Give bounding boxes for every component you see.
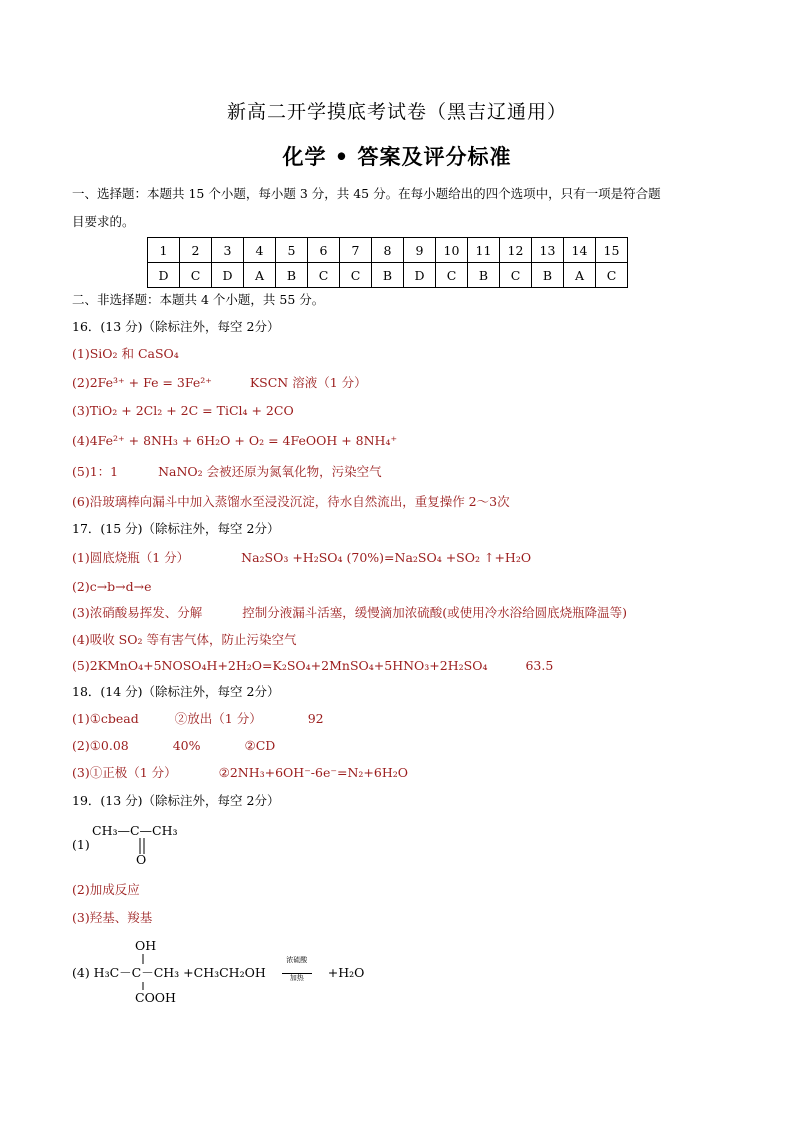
q18-answer-2c: ②CD — [244, 738, 276, 753]
answer-table-number-cell: 13 — [532, 238, 564, 263]
q18-answer-3 — [72, 764, 408, 782]
answer-table-answer-cell: B — [468, 263, 500, 288]
answer-table-answer-cell: C — [500, 263, 532, 288]
answer-table-answer-cell: C — [340, 263, 372, 288]
q18-answer-1b: ②放出（1 分） — [174, 711, 262, 726]
q19-answer-4-cooh: COOH — [135, 990, 176, 1005]
q18-answer-3a: (3)①正极（1 分） — [72, 765, 177, 780]
q18-header: 18．(14 分)（除标注外，每空 2分） — [72, 684, 280, 699]
q19-answer-4-catalyst: 浓硫酸 — [286, 956, 308, 964]
q17-answer-1-equation: Na₂SO₃ +H₂SO₄ (70%)=Na₂SO₄ +SO₂ ↑+H₂O — [241, 550, 532, 565]
q17-answer-4: (4)吸收 SO₂ 等有害气体，防止污染空气 — [72, 632, 297, 647]
answer-table-answer-cell: C — [436, 263, 468, 288]
q16-answer-5 — [72, 463, 382, 481]
answer-table-answer-cell: B — [276, 263, 308, 288]
q19-answer-1-structure-top: CH₃—C—CH₃ — [92, 823, 178, 838]
q17-answer-3 — [72, 604, 627, 622]
q16-answer-5-ratio: (5)1：1 — [72, 464, 119, 479]
answer-table-number-cell: 11 — [468, 238, 500, 263]
section2-intro: 二、非选择题：本题共 4 个小题，共 55 分。 — [72, 292, 325, 307]
answer-table-number-cell: 9 — [404, 238, 436, 263]
q19-answer-1-structure-oxygen: O — [136, 852, 147, 867]
answer-table-number-cell: 7 — [340, 238, 372, 263]
answer-table-number-row — [148, 238, 628, 263]
q18-answer-1a: (1)①cbead — [72, 711, 139, 726]
q16-answer-2-equation: (2)2Fe³⁺ + Fe = 3Fe²⁺ — [72, 375, 212, 390]
q18-answer-2a: (2)①0.08 — [72, 738, 129, 753]
q19-answer-4-bond-down — [141, 982, 145, 990]
q17-answer-1 — [72, 549, 531, 567]
q19-answer-4-condition — [280, 956, 314, 982]
q17-answer-5 — [72, 657, 553, 675]
answer-table-answer-row — [148, 263, 628, 288]
answer-table-number-cell: 6 — [308, 238, 340, 263]
answer-table-number-cell: 8 — [372, 238, 404, 263]
q18-answer-2 — [72, 737, 275, 755]
answer-table-answer-cell: D — [212, 263, 244, 288]
q19-answer-1-label: (1) — [72, 837, 90, 852]
q19-header: 19．(13 分)（除标注外，每空 2分） — [72, 793, 280, 808]
answer-table-answer-cell: A — [564, 263, 596, 288]
q17-answer-1-apparatus: (1)圆底烧瓶（1 分） — [72, 550, 190, 565]
q16-answer-5-reason: NaNO₂ 会被还原为氮氧化物，污染空气 — [158, 464, 382, 479]
q18-answer-1c: 92 — [307, 711, 324, 726]
answer-table-answer-cell: C — [308, 263, 340, 288]
answer-table-number-cell: 3 — [212, 238, 244, 263]
q16-answer-3: (3)TiO₂ + 2Cl₂ + 2C = TiCl₄ + 2CO — [72, 403, 294, 418]
q16-answer-2-reagent: KSCN 溶液（1 分） — [249, 375, 367, 390]
q17-answer-2: (2)c→b→d→e — [72, 579, 152, 594]
answer-table-number-cell: 10 — [436, 238, 468, 263]
q16-answer-6: (6)沿玻璃棒向漏斗中加入蒸馏水至浸没沉淀，待水自然流出，重复操作 2～3次 — [72, 494, 510, 509]
answer-table — [147, 237, 628, 288]
section1-intro-line2: 目要求的。 — [72, 214, 135, 229]
answer-table-number-cell: 12 — [500, 238, 532, 263]
q17-answer-5-value: 63.5 — [525, 658, 554, 673]
page-title: 新高二开学摸底考试卷（黑吉辽通用） — [226, 101, 567, 123]
q19-answer-4-oh: OH — [135, 938, 157, 953]
q17-answer-3-reason: (3)浓硝酸易挥发、分解 — [72, 605, 203, 620]
q16-header: 16．(13 分)（除标注外，每空 2分） — [72, 319, 280, 334]
q19-answer-4-heating: 加热 — [289, 974, 304, 982]
q18-answer-1 — [72, 710, 324, 728]
answer-table-answer-cell: C — [596, 263, 628, 288]
q19-answer-4-bond-up — [141, 954, 145, 964]
answer-table-answer-cell: B — [372, 263, 404, 288]
q19-answer-2: (2)加成反应 — [72, 882, 140, 897]
answer-table-answer-cell: D — [404, 263, 436, 288]
q17-answer-3-method: 控制分液漏斗活塞，缓慢滴加浓硫酸(或使用冷水浴给圆底烧瓶降温等) — [242, 605, 627, 620]
answer-table-answer-cell: A — [244, 263, 276, 288]
q19-answer-3: (3)羟基、羧基 — [72, 910, 153, 925]
q19-answer-4-products: +H₂O — [327, 965, 365, 980]
page-subtitle: 化学 • 答案及评分标准 — [282, 144, 512, 169]
answer-table-number-cell: 5 — [276, 238, 308, 263]
answer-table-number-cell: 15 — [596, 238, 628, 263]
answer-table-number-cell: 4 — [244, 238, 276, 263]
q18-answer-3b: ②2NH₃+6OH⁻-6e⁻=N₂+6H₂O — [218, 765, 408, 780]
q16-answer-2 — [72, 374, 367, 392]
q16-answer-1: (1)SiO₂ 和 CaSO₄ — [72, 346, 179, 361]
q17-header: 17．(15 分)（除标注外，每空 2分） — [72, 521, 280, 536]
answer-table-answer-cell: C — [180, 263, 212, 288]
section1-intro-line1: 一、选择题：本题共 15 个小题，每小题 3 分，共 45 分。在每小题给出的四个选项中，只有一项是符合题 — [72, 186, 661, 201]
answer-table-answer-cell: D — [148, 263, 180, 288]
answer-table-answer-cell: B — [532, 263, 564, 288]
answer-table-number-cell: 2 — [180, 238, 212, 263]
q16-answer-4: (4)4Fe²⁺ + 8NH₃ + 6H₂O + O₂ = 4FeOOH + 8NH₄⁺ — [72, 433, 398, 448]
answer-table-number-cell: 1 — [148, 238, 180, 263]
q18-answer-2b: 40% — [172, 738, 201, 753]
q17-answer-5-equation: (5)2KMnO₄+5NOSO₄H+2H₂O=K₂SO₄+2MnSO₄+5HNO₃+2H₂SO₄ — [72, 658, 488, 673]
q19-answer-4-equation — [72, 956, 365, 982]
q19-answer-4-reactants: (4) H₃C－C－CH₃ +CH₃CH₂OH — [72, 965, 266, 980]
answer-table-number-cell: 14 — [564, 238, 596, 263]
